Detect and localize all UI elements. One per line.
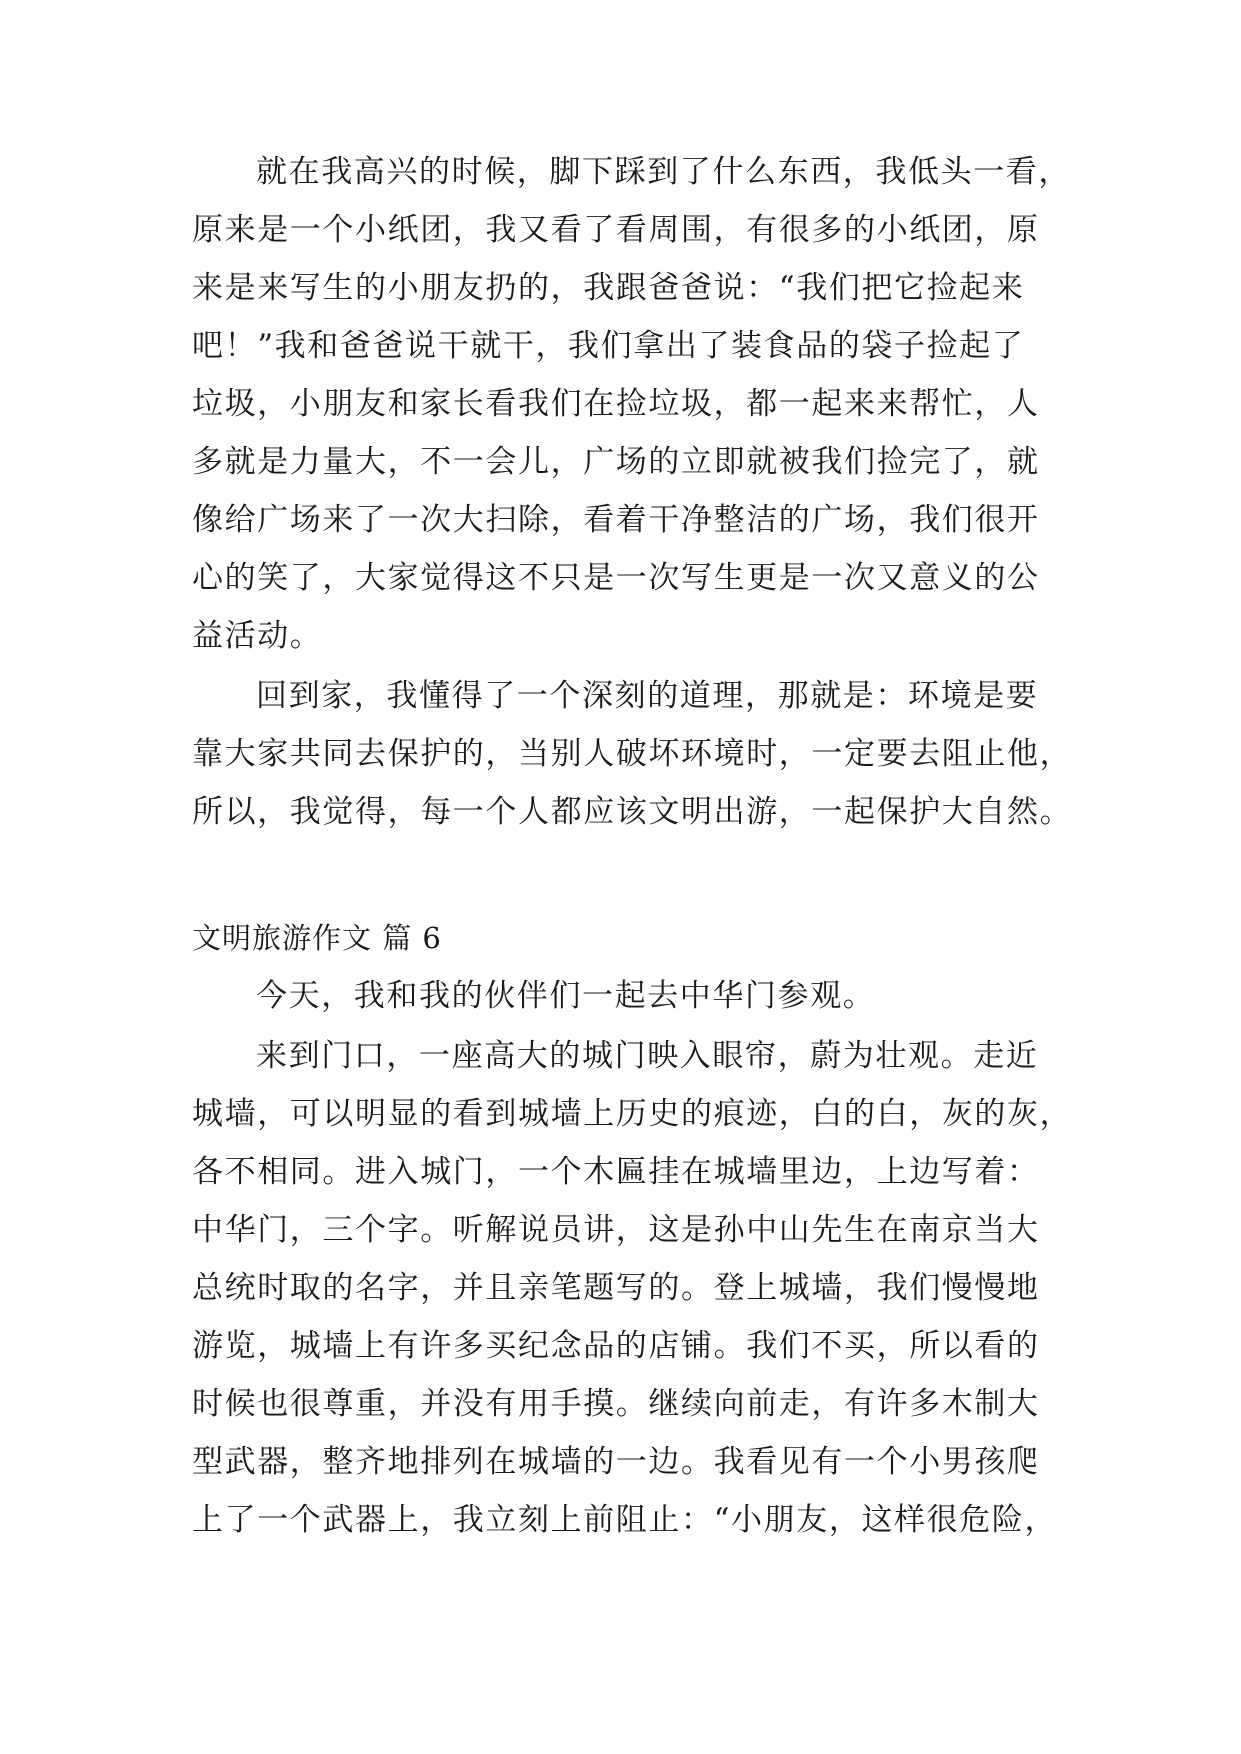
paragraph-1-line-1: 就在我高兴的时候，脚下踩到了什么东西，我低头一看，	[256, 154, 1071, 190]
paragraph-1-line-3: 来是来写生的小朋友扔的，我跟爸爸说：“我们把它捡起来	[192, 270, 1025, 306]
paragraph-4-line-6: 游览，城墙上有许多买纪念品的店铺。我们不买，所以看的	[192, 1328, 1040, 1364]
paragraph-2-line-3: 所以，我觉得，每一个人都应该文明出游，一起保护大自然。	[192, 794, 1073, 830]
paragraph-1-line-5: 垃圾，小朋友和家长看我们在捡垃圾，都一起来来帮忙，人	[192, 386, 1040, 422]
paragraph-2-line-1: 回到家，我懂得了一个深刻的道理，那就是：环境是要	[256, 678, 1039, 714]
section-heading: 文明旅游作文 篇 6	[192, 921, 442, 955]
paragraph-4-line-3: 各不相同。进入城门，一个木匾挂在城墙里边，上边写着：	[192, 1154, 1040, 1190]
paragraph-1-line-9: 益活动。	[192, 618, 323, 654]
paragraph-4-line-2: 城墙，可以明显的看到城墙上历史的痕迹，白的白，灰的灰，	[192, 1096, 1073, 1132]
paragraph-1-line-6: 多就是力量大，不一会儿，广场的立即就被我们捡完了，就	[192, 444, 1040, 480]
paragraph-4-line-5: 总统时取的名字，并且亲笔题写的。登上城墙，我们慢慢地	[192, 1270, 1040, 1306]
paragraph-1-line-8: 心的笑了，大家觉得这不只是一次写生更是一次又意义的公	[192, 560, 1040, 596]
paragraph-1-line-7: 像给广场来了一次大扫除，看着干净整洁的广场，我们很开	[192, 502, 1040, 538]
paragraph-4-line-4: 中华门，三个字。听解说员讲，这是孙中山先生在南京当大	[192, 1212, 1040, 1248]
paragraph-4-line-1: 来到门口，一座高大的城门映入眼帘，蔚为壮观。走近	[256, 1038, 1039, 1074]
paragraph-1-line-2: 原来是一个小纸团，我又看了看周围，有很多的小纸团，原	[192, 212, 1040, 248]
paragraph-1-line-4: 吧！”我和爸爸说干就干，我们拿出了装食品的袋子捡起了	[192, 328, 1025, 364]
paragraph-4-line-8: 型武器，整齐地排列在城墙的一边。我看见有一个小男孩爬	[192, 1444, 1040, 1480]
paragraph-3-line-1: 今天，我和我的伙伴们一起去中华门参观。	[256, 978, 876, 1014]
paragraph-2-line-2: 靠大家共同去保护的，当别人破坏环境时，一定要去阻止他，	[192, 736, 1073, 772]
paragraph-4-line-7: 时候也很尊重，并没有用手摸。继续向前走，有许多木制大	[192, 1386, 1040, 1422]
paragraph-4-line-9: 上了一个武器上，我立刻上前阻止：“小朋友，这样很危险，	[192, 1502, 1058, 1538]
